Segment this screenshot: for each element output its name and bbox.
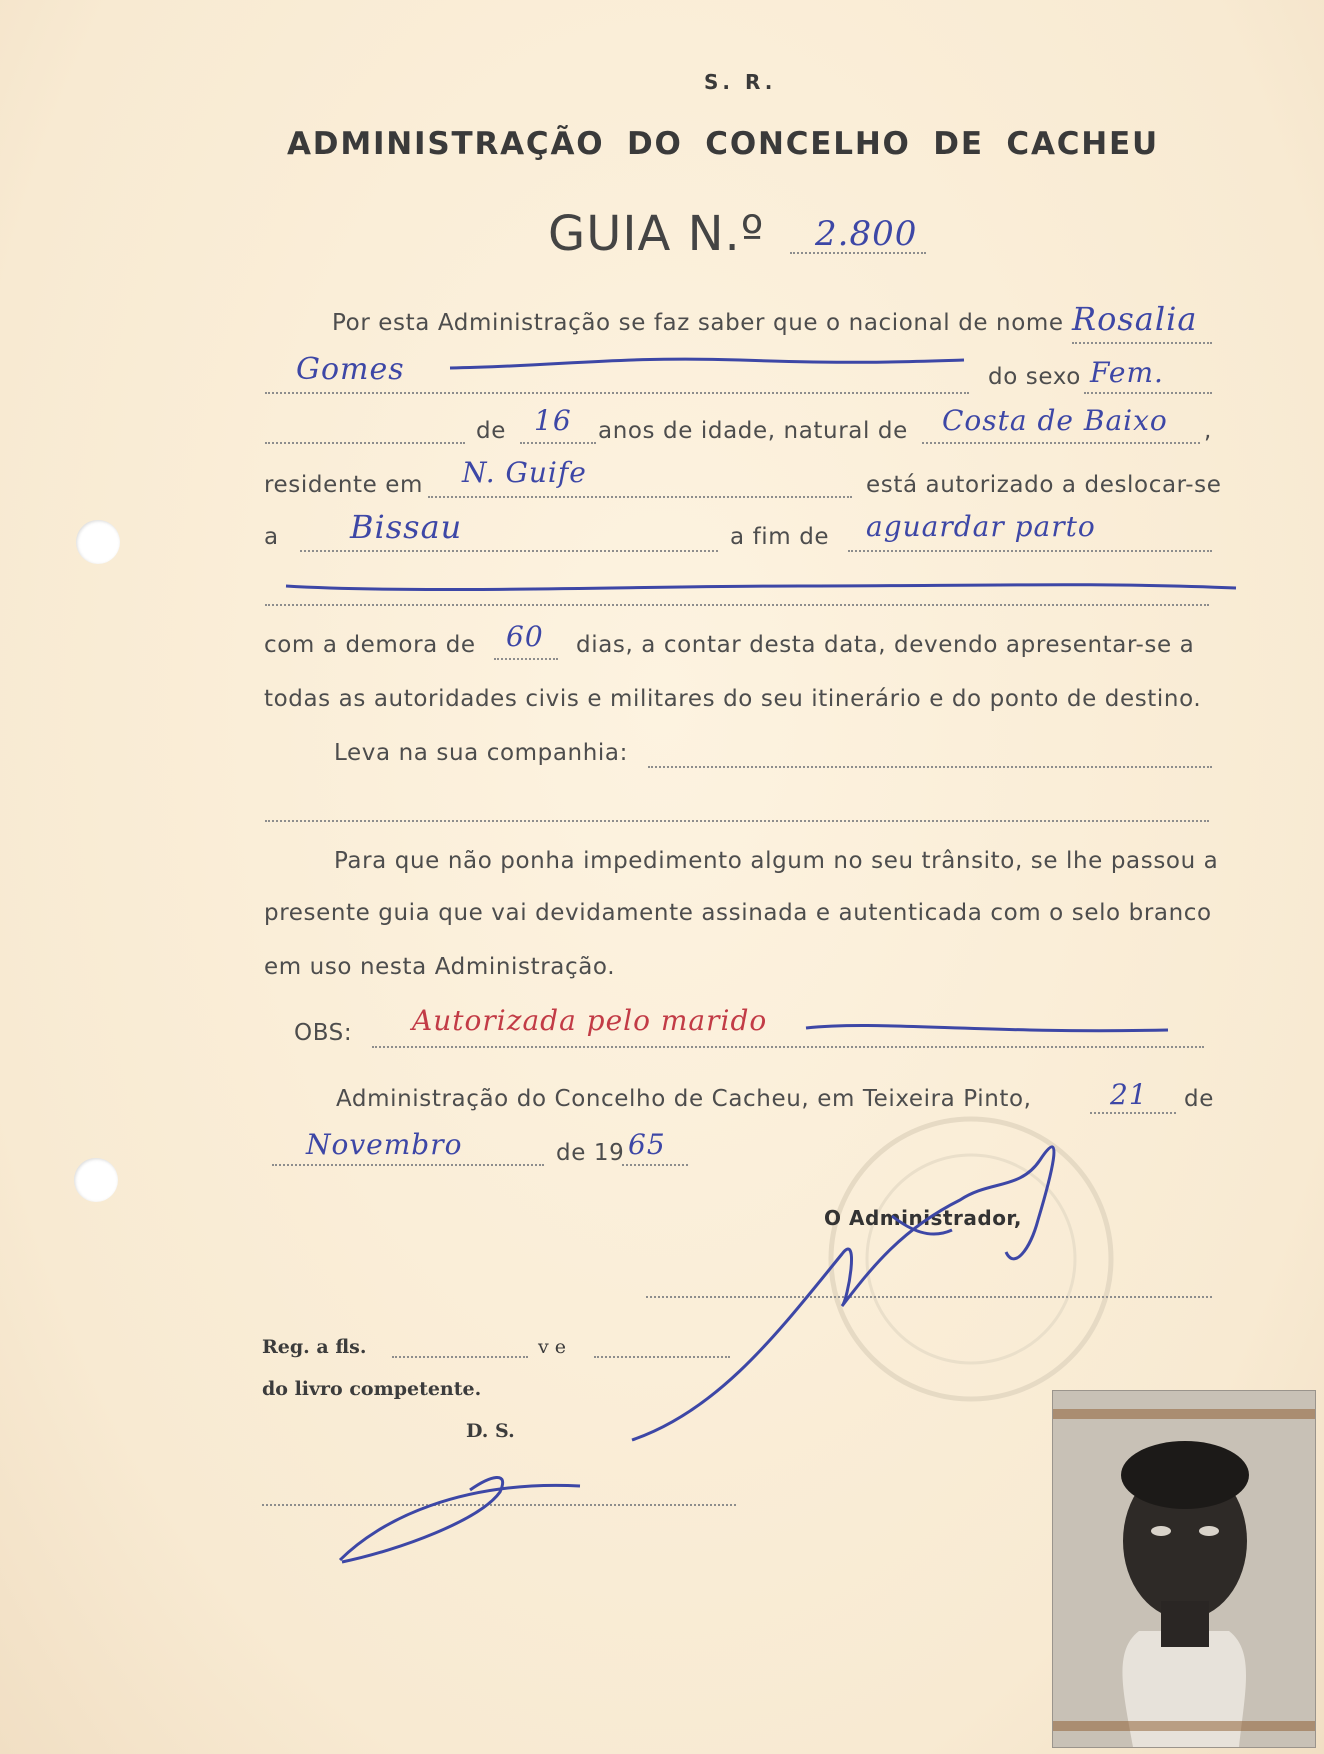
year-value: 65 — [628, 1128, 666, 1161]
birthplace-comma: , — [1204, 418, 1212, 444]
delay-label: com a demora de — [264, 632, 476, 658]
obs-label: OBS: — [294, 1020, 353, 1046]
closing-line-3: em uso nesta Administração. — [264, 954, 616, 980]
birthplace-value: Costa de Baixo — [942, 404, 1168, 437]
obs-value: Autorizada pelo marido — [412, 1004, 768, 1037]
delay-text: dias, a contar desta data, devendo apresentar-se a — [576, 632, 1195, 658]
authorized-label: está autorizado a deslocar-se — [866, 472, 1222, 498]
ds-signature — [340, 1477, 580, 1562]
administrator-signature — [632, 1147, 1054, 1440]
month-value: Novembro — [306, 1128, 463, 1161]
closing-line-1: Para que não ponha impedimento algum no seu trânsito, se lhe passou a — [334, 848, 1219, 874]
residence-label: residente em — [264, 472, 424, 498]
sex-label: do sexo — [988, 364, 1081, 390]
intro-text: Por esta Administração se faz saber que o nacional de nome — [332, 310, 1064, 336]
administrator-label: O Administrador, — [824, 1206, 1022, 1230]
closing-line-2: presente guia que vai devidamente assinada e autenticada com o selo branco — [264, 900, 1212, 926]
reg-label: Reg. a fls. — [262, 1336, 367, 1358]
filler-stroke-name — [450, 359, 964, 368]
place-date-text: Administração do Concelho de Cacheu, em Teixeira Pinto, — [336, 1086, 1032, 1112]
residence-value: N. Guife — [462, 456, 587, 489]
day-value: 21 — [1110, 1078, 1148, 1111]
filler-stroke-destination — [286, 585, 1236, 590]
header-administration: ADMINISTRAÇÃO DO CONCELHO DE CACHEU — [287, 126, 1159, 162]
age-value: 16 — [534, 404, 572, 437]
delay-value: 60 — [506, 620, 544, 653]
portrait-figure — [1053, 1391, 1315, 1747]
authorities-text: todas as autoridades civis e militares do seu itinerário e do ponto de destino. — [264, 686, 1202, 712]
destination-value: Bissau — [350, 508, 463, 546]
age-de-label: de — [476, 418, 506, 444]
header-sr: S. R. — [704, 70, 777, 94]
v-e-label: v e — [538, 1336, 567, 1358]
name-first: Rosalia — [1072, 300, 1198, 338]
livro-label: do livro competente. — [262, 1378, 482, 1400]
destination-a-label: a — [264, 524, 279, 550]
id-photo — [1052, 1390, 1316, 1748]
company-label: Leva na sua companhia: — [334, 740, 628, 766]
guia-label: GUIA N.º — [548, 206, 765, 262]
date-de-label: de — [1184, 1086, 1214, 1112]
purpose-label: a fim de — [730, 524, 830, 550]
name-last: Gomes — [296, 352, 405, 387]
ds-label: D. S. — [466, 1420, 515, 1442]
year-prefix: de 19 — [556, 1140, 625, 1166]
sex-value: Fem. — [1090, 356, 1164, 389]
purpose-value: aguardar parto — [866, 510, 1096, 543]
guia-number: 2.800 — [815, 214, 918, 254]
age-label: anos de idade, natural de — [598, 418, 908, 444]
filler-stroke-obs — [806, 1025, 1168, 1030]
